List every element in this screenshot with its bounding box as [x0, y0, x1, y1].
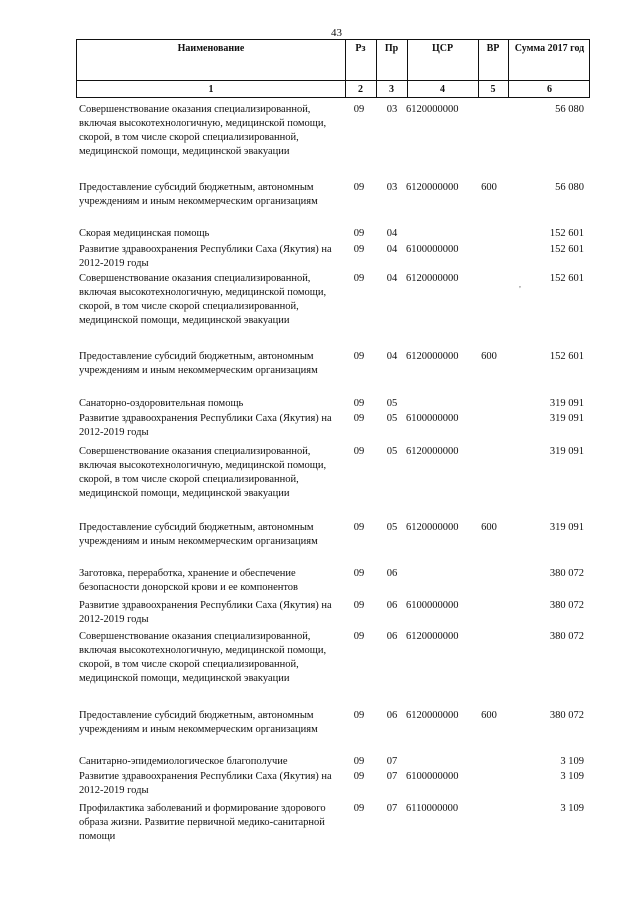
row-name: [79, 227, 341, 241]
row-sum: 152 601: [549, 273, 584, 284]
row-pr: 07: [386, 803, 398, 814]
row-rz: 09: [353, 273, 365, 284]
header-num-3: 3: [389, 84, 394, 95]
row-name-line: включая высокотехнологичную, медицинской помощи,: [79, 460, 327, 471]
row-name-line: образа жизни. Развитие первичной медико-санитарной: [79, 817, 325, 828]
row-csr: 6100000000: [406, 771, 459, 782]
row-name-line: Совершенствование оказания специализированной,: [79, 273, 311, 284]
row-sum: 380 072: [549, 710, 584, 721]
row-name-line: Совершенствование оказания специализированной,: [79, 104, 311, 115]
row-rz: 09: [353, 522, 365, 533]
row-sum: 319 091: [549, 446, 584, 457]
row-pr: 03: [386, 182, 398, 193]
row-name-line: включая высокотехнологичную, медицинской помощи,: [79, 645, 327, 656]
row-name-line: Развитие здравоохранения Республики Саха (Якутия) на: [79, 413, 332, 424]
row-name: [79, 412, 341, 440]
row-rz: 09: [353, 600, 365, 611]
row-pr: 05: [386, 446, 398, 457]
row-rz: 09: [353, 568, 365, 579]
row-pr: 03: [386, 104, 398, 115]
row-sum: 3 109: [560, 756, 584, 767]
header-num-1: 1: [208, 84, 214, 95]
row-sum: 152 601: [549, 244, 584, 255]
row-sum: 152 601: [549, 228, 584, 239]
row-name-line: 2012-2019 годы: [79, 614, 149, 625]
row-pr: 04: [386, 228, 398, 239]
row-pr: 04: [386, 351, 398, 362]
row-csr: 6120000000: [406, 104, 459, 115]
row-name-line: учреждениям и иным некоммерческим организациям: [79, 536, 318, 547]
row-name: [79, 755, 341, 769]
row-name-line: 2012-2019 годы: [79, 785, 149, 796]
row-rz: 09: [353, 398, 365, 409]
row-vr: 600: [481, 182, 497, 193]
row-name-line: 2012-2019 годы: [79, 258, 149, 269]
row-csr: 6120000000: [406, 351, 459, 362]
row-csr: 6110000000: [406, 803, 459, 814]
row-rz: 09: [353, 756, 365, 767]
row-name-line: Развитие здравоохранения Республики Саха (Якутия) на: [79, 600, 332, 611]
row-name: [79, 770, 341, 798]
row-name-line: Предоставление субсидий бюджетным, автономным: [79, 710, 314, 721]
row-name: [79, 181, 341, 209]
row-rz: 09: [353, 244, 365, 255]
header-vr: ВР: [486, 43, 500, 54]
row-rz: 09: [353, 104, 365, 115]
row-sum: 380 072: [549, 568, 584, 579]
row-name-line: Скорая медицинская помощь: [79, 228, 210, 239]
row-name-line: медицинской помощи, медицинской эвакуации: [79, 315, 290, 326]
row-name: [79, 709, 341, 737]
row-vr: 600: [481, 710, 497, 721]
row-name-line: Совершенствование оказания специализированной,: [79, 631, 311, 642]
row-name-line: учреждениям и иным некоммерческим организациям: [79, 365, 318, 376]
row-rz: 09: [353, 803, 365, 814]
header-num-2: 2: [358, 84, 363, 95]
page-number: 43: [331, 27, 342, 39]
row-rz: 09: [353, 446, 365, 457]
row-csr: 6120000000: [406, 522, 459, 533]
row-name-line: скорой, в том числе скорой специализированной,: [79, 301, 299, 312]
row-name-line: учреждениям и иным некоммерческим организациям: [79, 196, 318, 207]
row-pr: 05: [386, 522, 398, 533]
row-name-line: Развитие здравоохранения Республики Саха (Якутия) на: [79, 244, 332, 255]
row-sum: 319 091: [549, 398, 584, 409]
row-name-line: Предоставление субсидий бюджетным, автономным: [79, 522, 314, 533]
row-name-line: Санитарно-эпидемиологическое благополучие: [79, 756, 288, 767]
row-pr: 07: [386, 771, 398, 782]
row-name: [79, 567, 341, 595]
row-pr: 04: [386, 273, 398, 284]
row-name-line: Развитие здравоохранения Республики Саха (Якутия) на: [79, 771, 332, 782]
row-name-line: скорой, в том числе скорой специализированной,: [79, 659, 299, 670]
row-pr: 06: [386, 568, 398, 579]
row-rz: 09: [353, 771, 365, 782]
row-csr: 6120000000: [406, 631, 459, 642]
row-sum: 152 601: [549, 351, 584, 362]
row-name-line: скорой, в том числе скорой специализированной,: [79, 132, 299, 143]
row-sum: 380 072: [549, 631, 584, 642]
row-name-line: 2012-2019 годы: [79, 427, 149, 438]
row-name: [79, 630, 341, 686]
row-name-line: медицинской помощи, медицинской эвакуации: [79, 673, 290, 684]
row-name: [79, 599, 341, 627]
row-csr: 6120000000: [406, 273, 459, 284]
row-name-line: медицинской помощи, медицинской эвакуации: [79, 488, 290, 499]
row-pr: 06: [386, 600, 398, 611]
row-name-line: медицинской помощи, медицинской эвакуации: [79, 146, 290, 157]
scan-mark: ,: [519, 280, 521, 289]
header-csr: ЦСР: [431, 43, 454, 54]
row-pr: 05: [386, 413, 398, 424]
row-sum: 319 091: [549, 413, 584, 424]
header-num-4: 4: [440, 84, 445, 95]
row-csr: 6100000000: [406, 413, 459, 424]
row-rz: 09: [353, 182, 365, 193]
row-sum: 380 072: [549, 600, 584, 611]
row-name-line: Совершенствование оказания специализированной,: [79, 446, 311, 457]
header-sum: Сумма 2017 год: [514, 43, 585, 54]
row-pr: 07: [386, 756, 398, 767]
row-name: [79, 445, 341, 501]
row-rz: 09: [353, 710, 365, 721]
row-name: [79, 397, 341, 411]
row-name: [79, 521, 341, 549]
row-name-line: Профилактика заболеваний и формирование здорового: [79, 803, 326, 814]
row-name-line: безопасности донорской крови и ее компонентов: [79, 582, 299, 593]
row-pr: 04: [386, 244, 398, 255]
row-sum: 319 091: [549, 522, 584, 533]
row-name: [79, 802, 341, 844]
row-name: [79, 243, 341, 271]
row-name: [79, 103, 341, 159]
row-sum: 3 109: [560, 771, 584, 782]
row-name-line: включая высокотехнологичную, медицинской помощи,: [79, 287, 327, 298]
row-name: [79, 272, 341, 328]
row-rz: 09: [353, 631, 365, 642]
header-pr: Пр: [384, 43, 399, 54]
row-vr: 600: [481, 351, 497, 362]
header-num-5: 5: [490, 84, 496, 95]
row-sum: 3 109: [560, 803, 584, 814]
table-header: [76, 39, 590, 98]
row-csr: 6120000000: [406, 182, 459, 193]
row-csr: 6100000000: [406, 244, 459, 255]
row-name: [79, 350, 341, 378]
row-rz: 09: [353, 413, 365, 424]
header-rz: Рз: [355, 43, 366, 54]
row-pr: 05: [386, 398, 398, 409]
row-name-line: Заготовка, переработка, хранение и обеспечение: [79, 568, 296, 579]
row-csr: 6100000000: [406, 600, 459, 611]
header-name: Наименование: [177, 43, 245, 54]
row-rz: 09: [353, 351, 365, 362]
row-name-line: учреждениям и иным некоммерческим организациям: [79, 724, 318, 735]
row-name-line: помощи: [79, 831, 116, 842]
row-sum: 56 080: [555, 182, 584, 193]
row-rz: 09: [353, 228, 365, 239]
header-num-6: 6: [547, 84, 552, 95]
row-sum: 56 080: [555, 104, 584, 115]
row-name-line: Предоставление субсидий бюджетным, автономным: [79, 351, 314, 362]
row-csr: 6120000000: [406, 710, 459, 721]
row-pr: 06: [386, 710, 398, 721]
row-name-line: скорой, в том числе скорой специализированной,: [79, 474, 299, 485]
row-name-line: Санаторно-оздоровительная помощь: [79, 398, 244, 409]
row-name-line: Предоставление субсидий бюджетным, автономным: [79, 182, 314, 193]
row-pr: 06: [386, 631, 398, 642]
row-name-line: включая высокотехнологичную, медицинской помощи,: [79, 118, 327, 129]
row-csr: 6120000000: [406, 446, 459, 457]
row-vr: 600: [481, 522, 497, 533]
